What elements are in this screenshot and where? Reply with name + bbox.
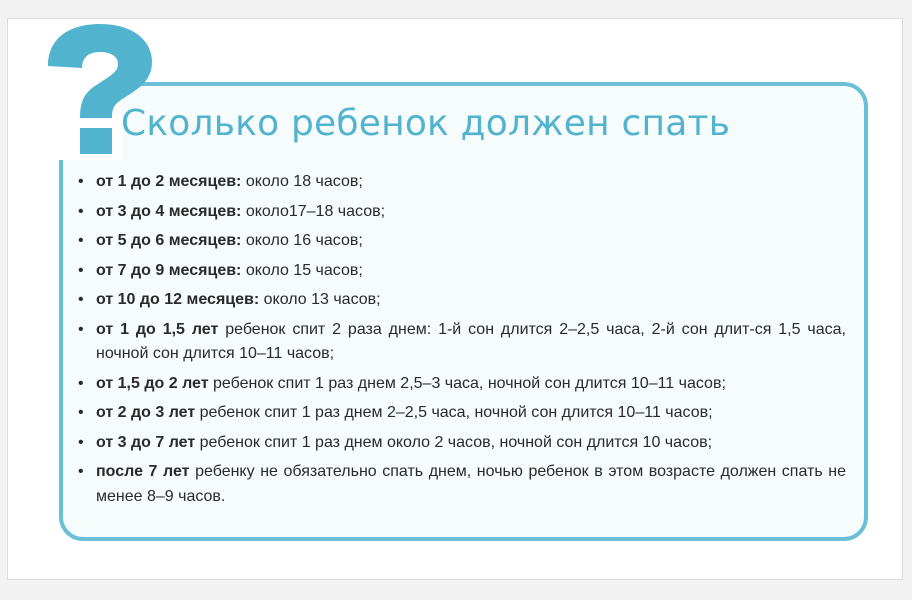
- sleep-description: ребенок спит 2 раза днем: 1-й сон длится 2–2,5 часа, 2-й сон длит-ся 1,5 часа, ночной сон длится 10–11 часов;: [96, 320, 846, 362]
- age-range-label: от 1,5 до 2 лет: [96, 374, 209, 392]
- age-range-label: от 10 до 12 месяцев:: [96, 291, 260, 308]
- sleep-description: ребенку не обязательно спать днем, ночью ребенок в этом возрасте должен спать не менее 8–9 часов.: [96, 463, 846, 505]
- list-item: [76, 200, 846, 225]
- sleep-description: около 18 часов;: [241, 173, 363, 190]
- age-range-label: после 7 лет: [96, 463, 190, 480]
- age-range-label: от 3 до 4 месяцев:: [96, 202, 242, 220]
- age-range-label: от 5 до 6 месяцев:: [96, 232, 242, 249]
- sleep-description: около 13 часов;: [259, 291, 381, 308]
- list-item: [76, 372, 846, 397]
- sleep-description: около 15 часов;: [241, 261, 363, 279]
- bullet-icon: •: [78, 202, 84, 220]
- age-range-label: от 7 до 9 месяцев:: [96, 261, 242, 279]
- bullet-icon: •: [78, 463, 84, 480]
- age-range-label: от 3 до 7 лет: [96, 433, 196, 451]
- list-item: [76, 318, 846, 367]
- age-range-label: от 1 до 1,5 лет: [96, 320, 219, 338]
- sleep-list: [76, 170, 846, 514]
- age-range-label: от 1 до 2 месяцев:: [96, 173, 242, 190]
- list-item: [76, 431, 846, 456]
- sleep-description: ребенок спит 1 раз днем около 2 часов, ночной сон длится 10 часов;: [195, 433, 713, 451]
- bullet-icon: •: [78, 433, 84, 451]
- bullet-icon: •: [78, 291, 84, 308]
- sleep-description: ребенок спит 1 раз днем 2–2,5 часа, ночной сон длится 10–11 часов;: [195, 404, 713, 421]
- list-item: [76, 229, 846, 254]
- list-item: [76, 170, 846, 195]
- sleep-description: ребенок спит 1 раз днем 2,5–3 часа, ночной сон длится 10–11 часов;: [208, 374, 726, 392]
- bullet-icon: •: [78, 173, 84, 190]
- list-item: [76, 401, 846, 426]
- list-item: [76, 460, 846, 509]
- bullet-icon: •: [78, 232, 84, 249]
- page-title: Сколько ребенок должен спать: [121, 103, 731, 144]
- bullet-icon: •: [78, 404, 84, 421]
- list-item: [76, 288, 846, 313]
- age-range-label: от 2 до 3 лет: [96, 404, 196, 421]
- bullet-icon: •: [78, 320, 84, 338]
- bullet-icon: •: [78, 261, 84, 279]
- sleep-description: около 16 часов;: [241, 232, 363, 249]
- sleep-description: около17–18 часов;: [241, 202, 386, 220]
- list-item: [76, 259, 846, 284]
- bullet-icon: •: [78, 374, 84, 392]
